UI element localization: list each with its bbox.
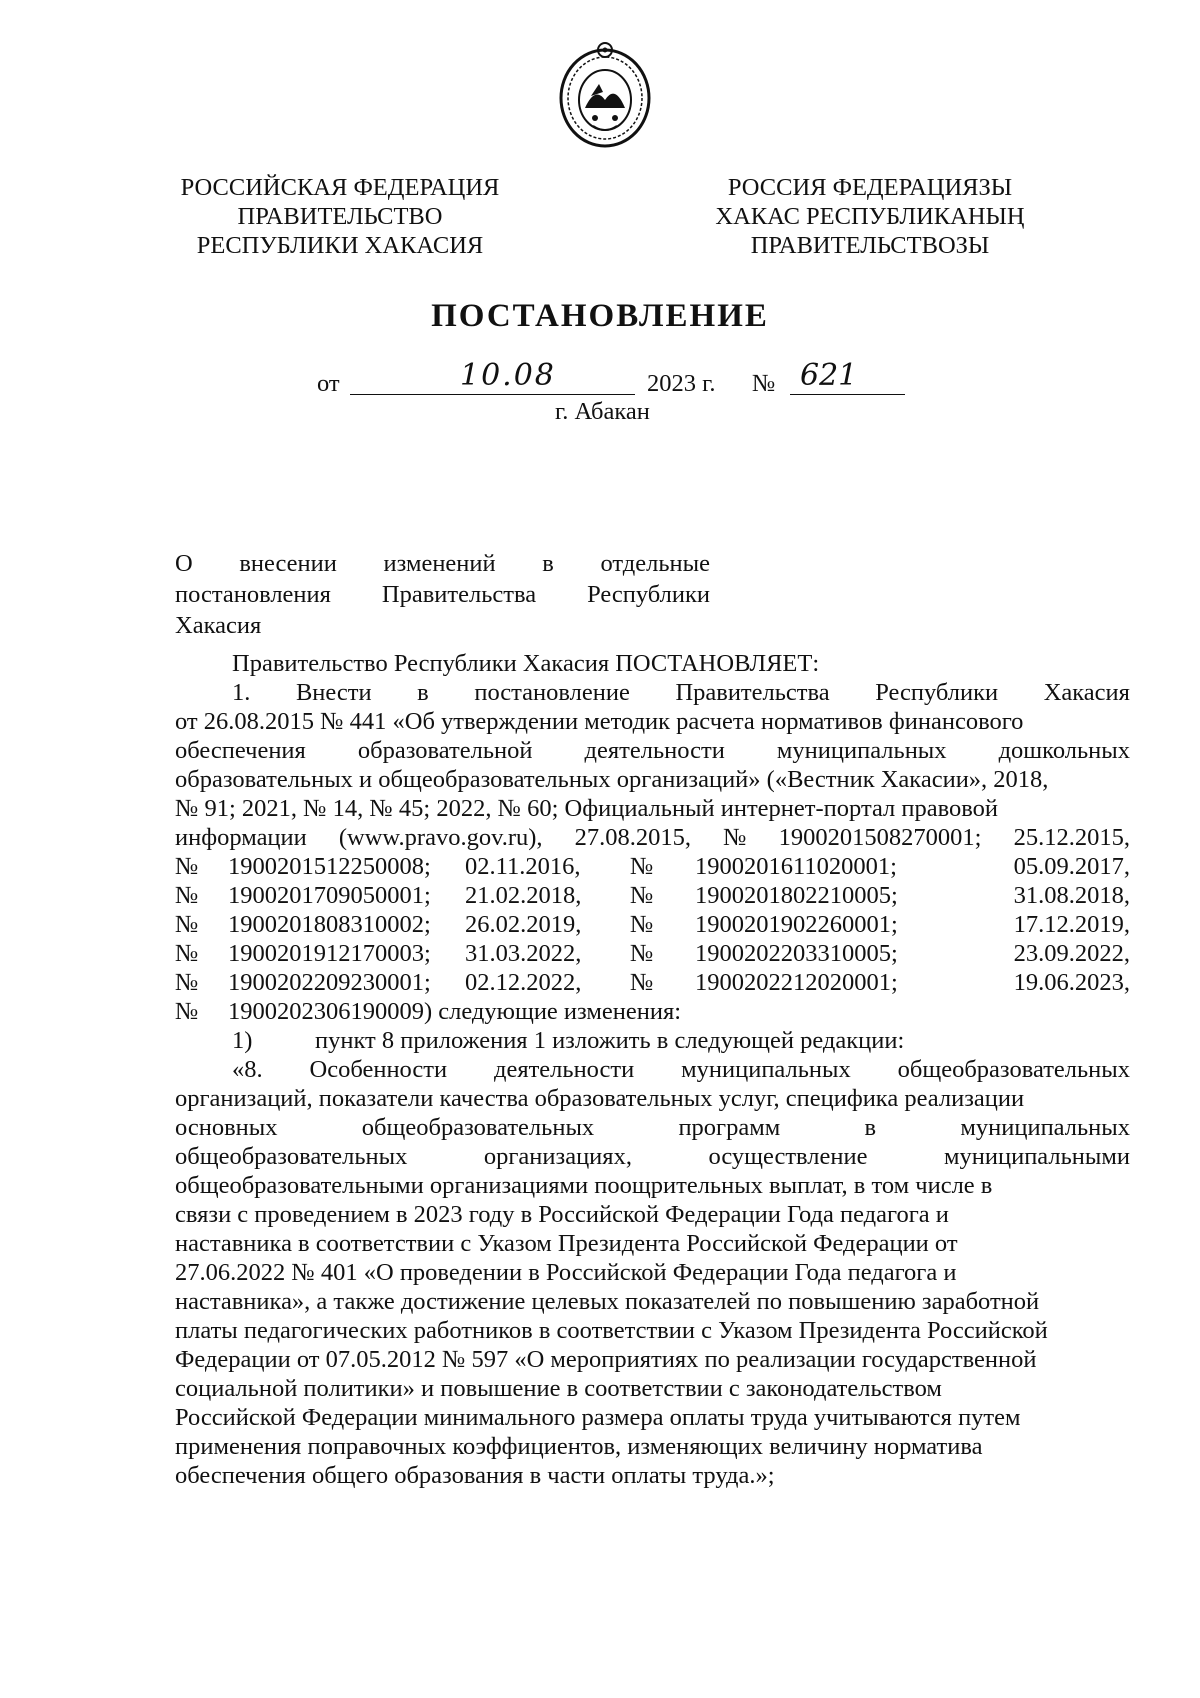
city: г. Абакан <box>555 398 650 425</box>
word: информации <box>175 824 307 851</box>
word: Внести <box>295 679 372 706</box>
word: 1. <box>232 679 251 706</box>
quote-line: организаций, показатели качества образовательных услуг, специфика реализации <box>175 1085 1025 1112</box>
word: общеобразовательных <box>361 1114 595 1141</box>
word: дошкольных <box>998 737 1130 764</box>
registry-cell: 1900202203310005; <box>695 940 898 967</box>
word: муниципальных <box>681 1056 851 1083</box>
quote-line <box>175 1114 1130 1144</box>
subject-word: О <box>175 550 193 577</box>
registry-cell: № <box>175 940 199 967</box>
registry-cell: 1900201802210005; <box>695 882 898 909</box>
number-sign: № <box>752 370 776 397</box>
word: муниципальных <box>960 1114 1130 1141</box>
registry-cell: 1900201709050001; <box>228 882 431 909</box>
registry-cell: № <box>630 940 654 967</box>
registry-cell: № <box>630 969 654 996</box>
word: Особенности <box>309 1056 448 1083</box>
quote-line: Федерации от 07.05.2012 № 597 «О мероприятиях по реализации государственной <box>175 1346 1037 1373</box>
word: в <box>864 1114 877 1141</box>
registry-cell: 1900202306190009) следующие изменения: <box>228 998 682 1025</box>
word: Правительства <box>675 679 830 706</box>
registry-cell: 31.03.2022, <box>465 940 582 967</box>
word: основных <box>175 1114 278 1141</box>
word: программ <box>678 1114 781 1141</box>
registry-cell: № <box>630 853 654 880</box>
word: 25.12.2015, <box>1013 824 1130 851</box>
header-left-line: РОССИЙСКАЯ ФЕДЕРАЦИЯ <box>180 174 500 201</box>
paragraph-line <box>175 679 1130 709</box>
header-right-line: РОССИЯ ФЕДЕРАЦИЯЗЫ <box>727 174 1013 201</box>
quote-line: обеспечения общего образования в части оплаты труда.»; <box>175 1462 775 1489</box>
registry-cell: 02.12.2022, <box>465 969 582 996</box>
registry-row <box>175 853 1130 883</box>
registry-cell: 31.08.2018, <box>1013 882 1130 909</box>
registry-cell: № <box>630 911 654 938</box>
word: (www.pravo.gov.ru), <box>338 824 543 851</box>
registry-cell: № <box>175 911 199 938</box>
word: организациях, <box>483 1143 632 1170</box>
subpoint-number: 1) <box>232 1027 253 1054</box>
header-right-line: ХАКАС РЕСПУБЛИКАНЫҢ <box>715 203 1025 230</box>
registry-cell: № <box>175 882 199 909</box>
document-body <box>175 0 1130 1698</box>
date-year: 2023 г. <box>647 370 716 397</box>
registry-cell: 1900201808310002; <box>228 911 431 938</box>
subpoint-line <box>175 1027 1130 1057</box>
subject-word: внесении <box>239 550 337 577</box>
registry-cell: 1900201912170003; <box>228 940 431 967</box>
word: образовательной <box>357 737 533 764</box>
registry-cell: № <box>175 853 199 880</box>
quote-line <box>175 1056 1130 1086</box>
registry-row <box>175 882 1130 912</box>
word: общеобразовательных <box>897 1056 1130 1083</box>
subject-row: Хакасия <box>175 612 262 639</box>
registry-cell: 1900202212020001; <box>695 969 898 996</box>
quote-line: платы педагогических работников в соответствии с Указом Президента Российской <box>175 1317 1048 1344</box>
quote-line: 27.06.2022 № 401 «О проведении в Российской Федерации Года педагога и <box>175 1259 957 1286</box>
registry-cell: 23.09.2022, <box>1013 940 1130 967</box>
header-right-line: ПРАВИТЕЛЬСТВОЗЫ <box>750 232 990 259</box>
quote-line: связи с проведением в 2023 году в Российской Федерации Года педагога и <box>175 1201 949 1228</box>
handwritten-number: 621 <box>800 358 858 393</box>
word: 27.08.2015, <box>574 824 692 851</box>
header-left-line: РЕСПУБЛИКИ ХАКАСИЯ <box>196 232 484 259</box>
word: «8. <box>232 1056 263 1083</box>
registry-cell: № <box>175 969 199 996</box>
word: Республики <box>875 679 999 706</box>
subject-word: Республики <box>587 581 710 608</box>
subject-word: изменений <box>383 550 496 577</box>
word: осуществление <box>708 1143 868 1170</box>
registry-cell: 17.12.2019, <box>1013 911 1130 938</box>
registry-cell: 21.02.2018, <box>465 882 582 909</box>
word: деятельности <box>493 1056 635 1083</box>
registry-cell: № <box>630 882 654 909</box>
registry-cell: 19.06.2023, <box>1013 969 1130 996</box>
document-title: ПОСТАНОВЛЕНИЕ <box>431 298 769 334</box>
subject-word: в <box>542 550 554 577</box>
word: № <box>723 824 747 851</box>
word: общеобразовательных <box>175 1143 408 1170</box>
registry-cell: № <box>175 998 199 1025</box>
registry-cell: 1900201902260001; <box>695 911 898 938</box>
registry-cell: 1900201512250008; <box>228 853 431 880</box>
word: постановление <box>474 679 630 706</box>
paragraph-line <box>175 737 1130 767</box>
word: муниципальных <box>776 737 947 764</box>
registry-row <box>175 911 1130 941</box>
word: обеспечения <box>175 737 306 764</box>
quote-line: наставника», а также достижение целевых показателей по повышению заработной <box>175 1288 1040 1315</box>
intro-line: Правительство Республики Хакасия ПОСТАНОВЛЯЕТ: <box>232 650 820 677</box>
registry-cell: 1900202209230001; <box>228 969 431 996</box>
registry-cell: 26.02.2019, <box>465 911 582 938</box>
handwritten-date: 10.08 <box>460 358 556 393</box>
quote-line: общеобразовательными организациями поощрительных выплат, в том числе в <box>175 1172 993 1199</box>
word: Хакасия <box>1043 679 1130 706</box>
quote-line: социальной политики» и повышение в соответствии с законодательством <box>175 1375 942 1402</box>
registry-cell: 02.11.2016, <box>465 853 581 880</box>
registry-row-last <box>175 998 1130 1028</box>
paragraph-line: № 91; 2021, № 14, № 45; 2022, № 60; Официальный интернет-портал правовой <box>175 795 999 822</box>
word: деятельности <box>584 737 725 764</box>
quote-line: применения поправочных коэффициентов, изменяющих величину норматива <box>175 1433 983 1460</box>
subject-word: Правительства <box>381 581 537 608</box>
header-left-line: ПРАВИТЕЛЬСТВО <box>237 203 443 230</box>
registry-cell: 05.09.2017, <box>1013 853 1130 880</box>
paragraph-line: образовательных и общеобразовательных организаций» («Вестник Хакасии», 2018, <box>175 766 1049 793</box>
subject-word: постановления <box>175 581 331 608</box>
quote-line <box>175 1143 1130 1173</box>
subject-word: отдельные <box>600 550 710 577</box>
registry-row <box>175 940 1130 970</box>
paragraph-line: от 26.08.2015 № 441 «Об утверждении методик расчета нормативов финансового <box>175 708 1024 735</box>
word: 1900201508270001; <box>778 824 982 851</box>
word: в <box>417 679 429 706</box>
registry-cell: 1900201611020001; <box>695 853 897 880</box>
date-prefix: от <box>317 370 340 397</box>
word: муниципальными <box>944 1143 1130 1170</box>
subpoint-text: пункт 8 приложения 1 изложить в следующей редакции: <box>315 1027 905 1054</box>
registry-row <box>175 969 1130 999</box>
quote-line: наставника в соответствии с Указом Президента Российской Федерации от <box>175 1230 958 1257</box>
quote-line: Российской Федерации минимального размера оплаты труда учитываются путем <box>175 1404 1021 1431</box>
paragraph-line <box>175 824 1130 854</box>
